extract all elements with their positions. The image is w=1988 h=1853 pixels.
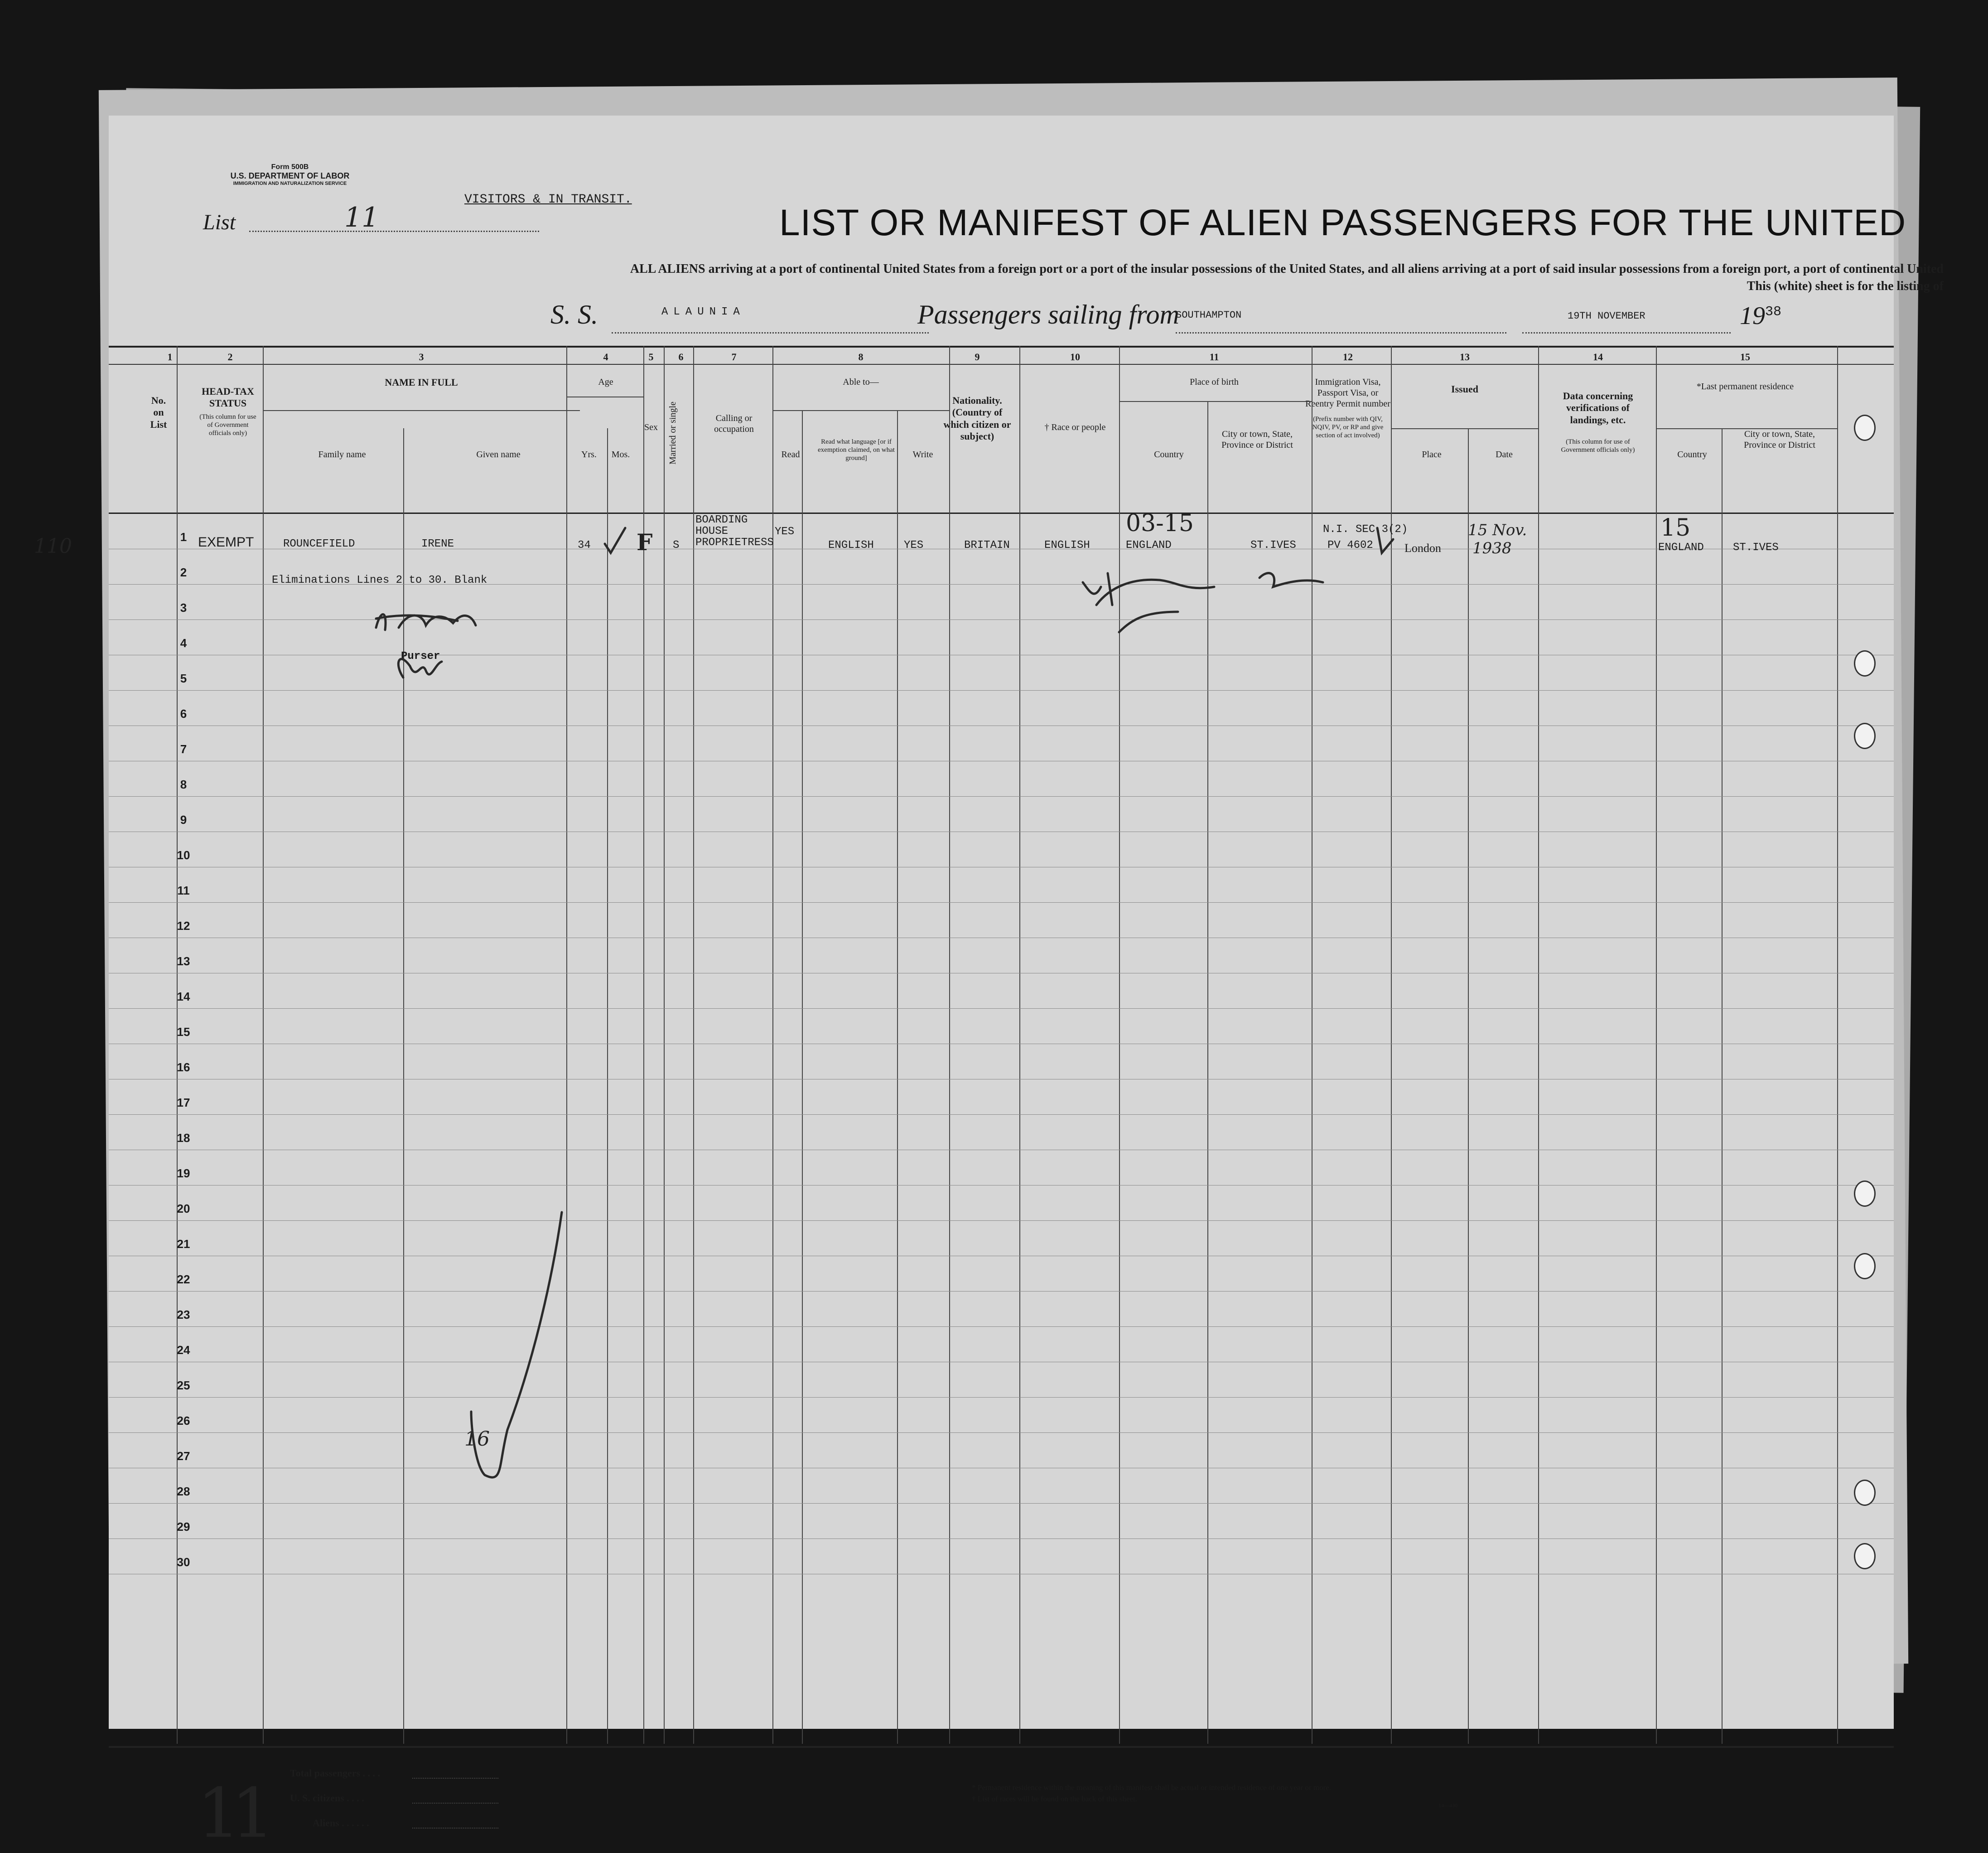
ship-name: ALAUNIA xyxy=(661,306,745,318)
row-number: 15 xyxy=(177,1025,190,1039)
year-prefix: 19 xyxy=(1740,302,1765,330)
row-number: 10 xyxy=(177,848,190,862)
row-number: 3 xyxy=(180,601,187,614)
row-number: 4 xyxy=(180,636,187,650)
row-number: 5 xyxy=(180,672,187,685)
header-head-tax: HEAD-TAX STATUS xyxy=(202,386,254,409)
row-number: 1 xyxy=(180,530,187,544)
row-number: 20 xyxy=(177,1202,190,1215)
header-read-language: Read what language [or if exemption claimed, on what ground] xyxy=(818,438,895,462)
subtitle-line-1: ALL ALIENS arriving at a port of continental United States from a foreign port or a port of the insular possessions of the United States, and all aliens arriving at a port of said insular possessions from a foreign port, a port of continental United xyxy=(630,262,1944,276)
column-number: 12 xyxy=(1343,351,1353,363)
issued-place: London xyxy=(1404,542,1441,555)
form-code: 14—430 xyxy=(1438,1802,1457,1809)
header-calling: Calling or occupation xyxy=(714,413,754,434)
race: ENGLISH xyxy=(1044,539,1090,552)
column-number: 9 xyxy=(975,351,980,363)
header-head-tax-note: (This column for use of Government officials only) xyxy=(199,413,256,437)
aliens-label: Aliens . . . . . . xyxy=(313,1817,369,1829)
eliminations-note: Eliminations Lines 2 to 30. Blank xyxy=(272,574,487,586)
sailing-label: Passengers sailing from xyxy=(917,300,1179,329)
row-number: 2 xyxy=(180,566,187,579)
column-number: 8 xyxy=(858,351,864,363)
header-age-months: Mos. xyxy=(611,450,630,460)
column-number: 3 xyxy=(419,351,424,363)
header-write: Write xyxy=(912,450,933,460)
list-label: List xyxy=(203,210,236,234)
header-birth-city: City or town, State, Province or District xyxy=(1221,429,1293,450)
header-family-name: Family name xyxy=(318,450,366,460)
row-number: 30 xyxy=(177,1555,190,1569)
header-no-on-list: No. on List xyxy=(150,395,167,430)
header-age: Age xyxy=(598,377,613,387)
header-verification: Data concerning verifications of landings, etc. xyxy=(1563,390,1633,426)
column-number: 5 xyxy=(648,351,654,363)
ss-label: S. S. xyxy=(550,300,598,329)
row-number: 7 xyxy=(180,742,187,756)
occupation-line: BOARDING xyxy=(695,514,748,526)
total-passengers-label: Total passengers . . . . xyxy=(290,1767,381,1779)
purser-signature xyxy=(376,614,476,630)
header-issued-place: Place xyxy=(1422,450,1442,460)
column-number: 6 xyxy=(678,351,684,363)
header-place-of-birth: Place of birth xyxy=(1190,377,1239,387)
row-number: 13 xyxy=(177,954,190,968)
row-number: 22 xyxy=(177,1272,190,1286)
age-years: 34 xyxy=(578,539,591,552)
occupation-line: PROPRIETRESS xyxy=(695,537,774,549)
row-number: 28 xyxy=(177,1485,190,1498)
list-category: VISITORS & IN TRANSIT. xyxy=(464,193,632,207)
header-res-country: Country xyxy=(1677,450,1707,460)
form-number: Form 500B xyxy=(271,163,309,171)
visa-section: N.I. SEC.3(2) xyxy=(1323,523,1408,536)
birth-code: 03-15 xyxy=(1126,510,1194,537)
row-number: 27 xyxy=(177,1449,190,1463)
department: U.S. DEPARTMENT OF LABOR xyxy=(230,171,350,181)
row-number: 19 xyxy=(177,1166,190,1180)
subtitle-line-2: This (white) sheet is for the listing of xyxy=(1747,279,1944,293)
initials-scribble xyxy=(398,659,442,677)
age-tick-mark xyxy=(605,528,625,553)
visa-check-mark xyxy=(1377,528,1393,553)
row-number: 17 xyxy=(177,1096,190,1109)
header-issued: Issued xyxy=(1451,383,1478,395)
header-visa-note: (Prefix number with QIV, NQIV, PV, or RP and give section of act involved) xyxy=(1312,416,1384,439)
header-visa: Immigration Visa, Passport Visa, or Reentry Permit number xyxy=(1305,377,1390,409)
row-number: 21 xyxy=(177,1237,190,1251)
header-last-residence: *Last permanent residence xyxy=(1696,382,1794,392)
handwritten-marks xyxy=(109,116,1894,1729)
row-number: 8 xyxy=(180,778,187,791)
header-given-name: Given name xyxy=(476,450,521,460)
header-age-years: Yrs. xyxy=(581,450,597,460)
column-number: 14 xyxy=(1593,351,1603,363)
residence-code: 15 xyxy=(1660,514,1691,542)
column-number: 11 xyxy=(1209,351,1219,363)
service: IMMIGRATION AND NATURALIZATION SERVICE xyxy=(233,181,347,187)
page-mark: 16 xyxy=(464,1427,490,1451)
row-number: 16 xyxy=(177,1060,190,1074)
long-pen-stroke xyxy=(471,1212,562,1477)
row-number: 12 xyxy=(177,919,190,933)
header-issued-date: Date xyxy=(1496,450,1513,460)
aliens-line xyxy=(412,1828,498,1829)
list-number: 11 xyxy=(344,202,379,233)
header-read: Read xyxy=(781,450,800,460)
column-number: 1 xyxy=(167,351,173,363)
manifest-sheet xyxy=(34,116,1944,1853)
header-sex: Sex xyxy=(644,422,658,432)
year-suffix: 38 xyxy=(1765,304,1782,320)
occupation-line: HOUSE xyxy=(695,525,729,538)
list-marker: 11 xyxy=(197,1774,265,1853)
header-race: † Race or people xyxy=(1044,422,1106,432)
visa-number: PV 4602 xyxy=(1327,539,1373,552)
residence-city: ST.IVES xyxy=(1733,542,1779,554)
us-citizens-label: U. S. citizens . . . . xyxy=(290,1792,364,1804)
row-number: 18 xyxy=(177,1131,190,1145)
head-tax-status: EXEMPT xyxy=(198,535,254,550)
footnote-residence: * Permanent residence within the meaning of this manifest shall be actual or intended residence of one year or more. xyxy=(972,1783,1332,1792)
sailing-date: 19TH NOVEMBER xyxy=(1568,310,1645,322)
sex: F xyxy=(637,529,653,556)
footer-rule xyxy=(109,1746,1894,1748)
header-res-city: City or town, State, Province or District xyxy=(1744,429,1815,450)
row-number: 29 xyxy=(177,1520,190,1534)
read-language: ENGLISH xyxy=(828,539,874,552)
margin-annotation: 110 xyxy=(34,535,72,558)
can-read: YES xyxy=(775,526,795,538)
us-citizens-line xyxy=(412,1803,498,1804)
row-number: 6 xyxy=(180,707,187,721)
header-name-in-full: NAME IN FULL xyxy=(385,377,458,388)
given-name: IRENE xyxy=(421,538,454,550)
header-verification-note: (This column for use of Government officials only) xyxy=(1561,438,1635,454)
birth-country: ENGLAND xyxy=(1126,539,1172,552)
column-number: 7 xyxy=(731,351,737,363)
column-number: 13 xyxy=(1460,351,1470,363)
column-number: 10 xyxy=(1070,351,1080,363)
footnote-races: † List of races will be found on the back of this sheet. xyxy=(972,1795,1137,1803)
issued-date-year: 1938 xyxy=(1472,539,1512,557)
inspector-signature xyxy=(1083,573,1323,632)
header-nationality: Nationality. (Country of which citizen or subject) xyxy=(943,395,1011,442)
residence-country: ENGLAND xyxy=(1658,542,1704,554)
marital-status: S xyxy=(673,539,680,552)
total-passengers-line xyxy=(412,1778,498,1779)
row-number: 24 xyxy=(177,1343,190,1357)
purser-label: Purser xyxy=(401,650,440,663)
family-name: ROUNCEFIELD xyxy=(283,538,355,550)
page-title: LIST OR MANIFEST OF ALIEN PASSENGERS FOR THE UNITED xyxy=(779,202,1906,243)
nationality: BRITAIN xyxy=(964,539,1010,552)
departure-port: SOUTHAMPTON xyxy=(1176,310,1242,321)
row-number: 23 xyxy=(177,1308,190,1321)
row-number: 14 xyxy=(177,990,190,1003)
header-married: Married or single xyxy=(668,402,678,465)
column-number: 15 xyxy=(1740,351,1750,363)
column-number: 4 xyxy=(603,351,608,363)
row-number: 11 xyxy=(177,884,190,897)
column-number: 2 xyxy=(227,351,233,363)
row-number: 9 xyxy=(180,813,187,827)
issued-date-day: 15 Nov. xyxy=(1468,521,1527,539)
birth-city: ST.IVES xyxy=(1250,539,1296,552)
header-able-to: Able to— xyxy=(843,377,879,387)
can-write: YES xyxy=(904,539,924,552)
header-birth-country: Country xyxy=(1154,450,1184,460)
row-number: 25 xyxy=(177,1379,190,1392)
row-number: 26 xyxy=(177,1414,190,1427)
